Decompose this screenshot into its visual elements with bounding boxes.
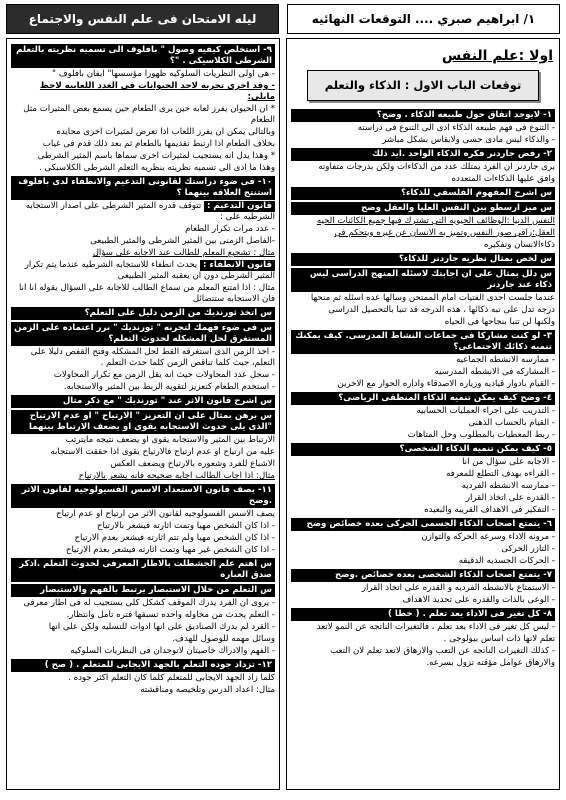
question: س اشرح قانون الاثر عند " ثورنديك " مع ذكر مثال: [11, 395, 275, 408]
answer-line: * ان الحيوان يفرز لعابه حين يرى الطعام حين يسمع بعض المثيرات مثل الطعام: [23, 104, 275, 125]
answer-line: - الفهم والادراك خاصيتان لاتوجدان فى النظريات السلوكيه: [70, 646, 275, 656]
answer-line: - التنوع فى فهم طبيعه الذكاء ادى الى التنوع فى دراسته: [357, 122, 555, 133]
question: ٤- وضح كيف يمكن تنميه الذكاء المنطقى الرياضى؟: [291, 392, 555, 405]
answer-line: - اذا كان الشخص غير مهيا وتمت اثارته فيشعر بعدم الارتياح: [65, 545, 275, 555]
answer-line: وهذا ما ادى الى تسميه نظريته بنظريه التعلم الشرطى الكلاسيكى .: [38, 163, 275, 173]
answer-line: درجه تدل على تبه ذكائها ، هذه الدرجه قد تنبا بالتحصيل الدراسى: [328, 304, 555, 315]
question: ١١- يصف قانون الاستعداد الاسس الفسيولوجيه لقانون الاثر .وضح: [11, 484, 275, 508]
answer-line: - المشاركه فى الانشطه المدرسيه: [434, 366, 555, 377]
question: ١- لايوجد اتفاق حول طبيعه الذكاء . وضح؟: [291, 109, 555, 122]
answer-line: ذكاءالانسان وتفكيره: [483, 239, 555, 250]
answer-line: - القيام بالحساب الذهنى: [468, 417, 555, 428]
answer-line: - ربط المعطيات بالمطلوب وحل المتاهات: [407, 429, 555, 440]
page-header: [6, 4, 560, 34]
section-title: اولا :علم النفس: [441, 48, 553, 64]
answer-line: وبالتالى يمكن ان يفرز اللعاب اذا تعرض لمثيرات اخرى محايده: [56, 127, 275, 137]
answer-line: - استخدم الطعام كتعزيز لتقويه الربط بين المثير والاستجابه.: [63, 382, 275, 392]
answer-line: - الاجابه على سؤال من انا: [462, 456, 555, 467]
law-label: قانون التدعيم :: [204, 201, 275, 212]
question: س دلل بمثال على ان اجابتك لاسئله المنهج الدراسى ليس ذكاء عند جاردنر: [291, 268, 555, 292]
unit-title-box: توقعات الباب الاول : الذكاء والتعلم: [307, 70, 539, 101]
right-column: [286, 38, 560, 790]
question: س اشرح المفهوم الفلسفي للذكاء؟: [291, 187, 555, 200]
answer-line: - القدره على اتخاذ القرار: [465, 492, 555, 503]
answer-line: - التازر الحركى: [501, 543, 555, 554]
answer-line: عليه من ارتياح او عدم ارتياح فالارتياح يقوى اذا حققت الاستجابه: [50, 447, 275, 457]
answer-line: - التعلم يحدث من محاوله واحده تسبقها فتره تامل وانتظار.: [66, 610, 275, 620]
answer-line: - الحركات الجسديه الدقيقه: [458, 555, 555, 566]
answer-line: وسائل مهمه للوصول للهدف.: [172, 634, 275, 644]
header-author-title: ١/ ابراهيم صبري .... التوقعات النهائيه: [287, 4, 560, 34]
answer-line: ولكنها لن تنبا بنجاحها فى الحياه: [444, 316, 555, 327]
question: ١٢- تزداد جوده التعلم بالجهد الايجابى للمتعلم . ( صح ): [11, 659, 275, 672]
answer-line: - هى اولى النظريات السلوكيه ظهورا مؤسسها" ايفان بافلوف ": [52, 69, 275, 79]
question: س اهتم علم الجشطلت بالاطار المعرفى لحدوث التعلم .اذكر صدق العباره: [11, 558, 275, 582]
question: ٢- رفض جاردنر فكره الذكاء الواحد .ايد ذلك: [291, 148, 555, 161]
answer-line: - عدد مرات تكرار الطعام: [185, 224, 275, 234]
question: س لخص بمثال نظريه جاردنر للذكاء؟: [291, 253, 555, 266]
answer-line: - التدريب على اجراء العمليات الحسابيه: [416, 405, 555, 416]
answer-line: يرى جاردنر ان الفرد يمتلك عدد من الذكاءات ولكن بدرجات متفاوته: [318, 161, 555, 172]
answer-line: - القراءه بهدف التطلع للمعرفه: [446, 468, 555, 479]
answer-line: مثال : تشجيع المعلم للطالب عند الاجابه على سؤال: [92, 248, 275, 258]
answer-line: -الفاصل الزمنى بين المثير الشرطى والمثير الطبيعى: [90, 236, 275, 246]
left-column: [6, 38, 280, 790]
answer-line: - اذا كان الشخص مهيا وتمت اثارته فيشعر بالارتياح: [96, 521, 275, 531]
answer-line: النفس الدنيا :الوظائف الحيويه التى تشترك فيها جميع الكائنات الحيه: [316, 215, 555, 226]
answer-line: - القيام بادوار قياديه وزياره الاصدقاء واداره الحوار مع الاخرين: [337, 378, 555, 389]
answer-line: - والذكاء ليس مادى حسى ولايقاس بشكل مباشر: [382, 134, 555, 145]
answer-line: - الوعى بالذات والقدره على تحديد الاهداف: [402, 594, 555, 605]
answer-line: مثال: اذا اجاب الطالب اجابه صحيحه فانه يشعر بالارتياح: [78, 471, 275, 481]
answer-line: مثال : اذا امتنع المعلم من سماع الطالب للاجابه على السؤال يقوله انا انا فان الاستجابه ستتضائل: [18, 283, 275, 304]
answer-line: - ليس كل تغير فى الاداء يعد تعلم ، فالتغيرات الناتجه عن النمو لاتعد: [316, 621, 555, 632]
answer-line: - كذلك التغيرات الناتجه عن التعب والارهاق لاتعد تعلم لان التعب: [330, 645, 555, 656]
answer-line: - سجل عدد المحاولات حيث انه يقل الزمن مع تكرار المحاولات: [53, 370, 275, 380]
answer-line: والارهاق عوامل مؤقته تزول بسرعه.: [426, 657, 555, 668]
answer-line: تتوقف قدره المثير الشرطى على اصدار الاستجابه الشرطيه على :: [25, 201, 275, 222]
question: ٧- يتمتع اصحاب الذكاء الشخصى بعده خصائص .وضح: [291, 569, 555, 582]
answer-line: كلما زاد الجهد الايجابى للمتعلم كلما كان التعلم اكثر جوده .: [68, 673, 275, 683]
question: س فى ضوء فهمك لتجربه " ثورنديك " برر اعتماده على الزمن المستغرق لحل المشكله لحدوث التعلم؟: [11, 322, 275, 346]
answer-line: - اذا كان الشخص مهيا ولم تتم اثارته فيشعر بعدم الارتياح: [74, 533, 275, 543]
question: ٨- كل تغير فى الاداء يعد تعلم . ( خطا ): [291, 608, 555, 621]
question: س التعلم من خلال الاستبصار يرتبط بالفهم والاستبصار: [11, 584, 275, 597]
question: ٦- يتمتع اصحاب الذكاء الجسمى الحركى بعده خصائص وضح: [291, 518, 555, 531]
answer-line: الاشباع للفرد وشعوره بالارتياح ويضعف العكس: [110, 459, 275, 469]
question: س برهن بمثال على ان التعزيز " الارتياح " او عدم الارتياح "الذى يلى حدوث الاستجابه يقوى او يضعف الارتباط بينهما: [11, 410, 275, 434]
answer-line: - اخذ الزمن الذى استغرقه القط لحل المشكله وفتح القفص دليلا على التعلم، حيث كلما تناقص الزمن كلما حدث التعلم .: [30, 347, 275, 368]
answer-line: - وقد اجرى تجربه لاحد الحيوانات فى الغدد اللعابيه لاحظ مايلى:: [39, 81, 275, 102]
law-label: قانون الانطفاء :: [200, 260, 275, 271]
answer-line: مثال: اعداد الدرس وتلخيصه ومناقشته: [140, 685, 275, 695]
header-subject-title: ليله الامتحان فى علم النفس والاجتماع: [6, 4, 279, 34]
question: ١٠- فى ضوء دراستك لقانونى التدعيم والانطفاء لدى بافلوف استنتج العلاقه بينهما ؟: [11, 176, 275, 200]
answer-line: بخلاف الطعام اذا ارتبط تقديمها بالطعام ثم بعد ذلك قدم فى غياب: [42, 139, 275, 149]
answer-line: - مرونه الاداء وسرعه الحركه والتوازن: [421, 531, 555, 542]
answer-line: - القرد لم يدرك الصناديق على انها ادوات للتسليه ولكن على انها: [48, 622, 275, 632]
answer-line: عندما جلست احدى الفتيات امام الممتحن وسالها عده اسئله ثم منحها: [310, 292, 555, 303]
question: ٩- استخلص كيفيه وصول " بافلوف الى تسميه نظريته بالتعلم الشرطى الكلاسيكى . "؟: [11, 44, 275, 68]
question: ٣- لو كنت مشاركا فى جماعات النشاط المدرسى. كيف يمكنك تنميه ذكائك الاجتماعى؟: [291, 330, 555, 354]
answer-line: - يروى ان الفرد يدرك الموقف كشكل كلى يستجيب له فى اطار معرفى: [23, 598, 275, 608]
answer-line: وافق عليها الذكاءات المتعدده: [451, 173, 555, 184]
answer-line: تعلم لانها ذات اساس بيولوجى .: [443, 633, 555, 644]
answer-line: - ممارسه الانشطه الجماعيه: [456, 354, 555, 365]
answer-line: * وهذا يدل انه يستجيب لمثيرات اخرى سماها باسم المثير الشرطى: [37, 151, 275, 161]
question: س ميز ارسطو بين النفس العليا والعقل وضح: [291, 202, 555, 215]
question: ٥- كيف يمكن تنميه الذكاء الشخصى؟: [291, 443, 555, 456]
answer-line: يحدث انطفاء للاستجابه الشرطيه عندما يتم تكرار المثير الشرطى دون ان يعقبه المثير الطبيعى: [24, 260, 275, 281]
answer-line: - التفكير فى الاهداف القريبه والبعيده: [424, 504, 555, 515]
answer-line: - ممارسه الانشطه الفرديه: [461, 480, 555, 491]
answer-line: العقل:راقى صور النفس وتميز به الانسان عن غيره ويتحكم فى: [334, 227, 555, 238]
answer-line: الارتباط بين المثير والاستجابه يقوى او يضعف نتيجه مايترتب: [65, 435, 275, 445]
answer-line: يصف الاسس الفسولوجيه لقانون الاثر من ارتياح او عدم ارتياح: [56, 509, 275, 519]
answer-line: - الاستمتاع بالانشطه الفرديه و القدره على اتخاذ القرار: [361, 582, 555, 593]
question: س اتخذ ثورنديك من الزمن دليل على التعلم؟: [11, 307, 275, 320]
